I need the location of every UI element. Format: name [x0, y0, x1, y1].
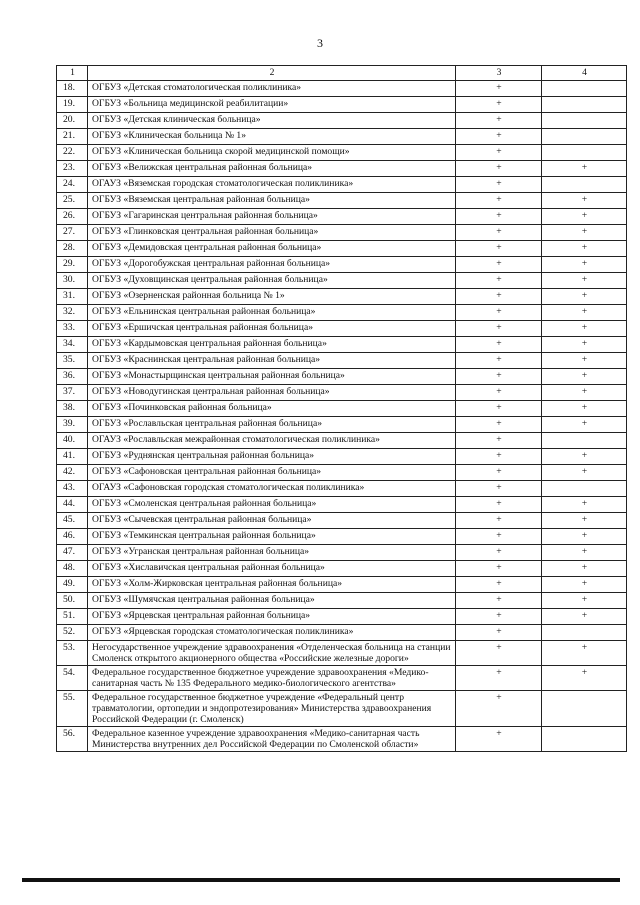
table-row [57, 321, 627, 337]
organization-name: ОГБУЗ «Руднянская центральная районная больница» [88, 449, 456, 465]
col3-mark: + [456, 145, 542, 161]
organization-name: ОГБУЗ «Велижская центральная районная больница» [88, 161, 456, 177]
table-row [57, 666, 627, 691]
col4-mark: + [542, 609, 627, 625]
organization-name: ОГБУЗ «Дорогобужская центральная районная больница» [88, 257, 456, 273]
organization-name: ОГБУЗ «Гагаринская центральная районная больница» [88, 209, 456, 225]
col4-mark: + [542, 257, 627, 273]
organization-name: ОГБУЗ «Ершичская центральная районная больница» [88, 321, 456, 337]
row-number: 18. [57, 81, 88, 97]
table-row [57, 545, 627, 561]
table-row [57, 369, 627, 385]
col4-mark: + [542, 161, 627, 177]
col4-mark: + [542, 641, 627, 666]
col4-mark: + [542, 545, 627, 561]
organization-name: ОГБУЗ «Демидовская центральная районная больница» [88, 241, 456, 257]
col4-mark: + [542, 353, 627, 369]
col3-mark: + [456, 321, 542, 337]
organization-name: ОГБУЗ «Рославльская центральная районная больница» [88, 417, 456, 433]
row-number: 35. [57, 353, 88, 369]
row-number: 53. [57, 641, 88, 666]
col3-mark: + [456, 433, 542, 449]
organization-name: Федеральное казенное учреждение здравоохранения «Медико-санитарная часть Министерства внутренних дел Российской Федерации по Смоленской области» [88, 727, 456, 752]
table-row [57, 225, 627, 241]
header-col-1: 1 [57, 66, 88, 81]
organization-name: ОГБУЗ «Детская стоматологическая поликлиника» [88, 81, 456, 97]
table-row [57, 497, 627, 513]
col3-mark: + [456, 641, 542, 666]
row-number: 25. [57, 193, 88, 209]
table-row [57, 465, 627, 481]
col4-mark [542, 81, 627, 97]
col3-mark: + [456, 385, 542, 401]
col4-mark: + [542, 513, 627, 529]
col3-mark: + [456, 513, 542, 529]
col4-mark: + [542, 273, 627, 289]
col4-mark: + [542, 289, 627, 305]
row-number: 27. [57, 225, 88, 241]
organization-name: ОГБУЗ «Озерненская районная больница № 1» [88, 289, 456, 305]
table-row [57, 129, 627, 145]
organization-name: ОГБУЗ «Больница медицинской реабилитации» [88, 97, 456, 113]
table-row [57, 257, 627, 273]
col4-mark: + [542, 577, 627, 593]
row-number: 21. [57, 129, 88, 145]
col3-mark: + [456, 666, 542, 691]
organization-name: ОГБУЗ «Краснинская центральная районная больница» [88, 353, 456, 369]
organization-name: ОГБУЗ «Детская клиническая больница» [88, 113, 456, 129]
col4-mark [542, 625, 627, 641]
organization-name: ОГБУЗ «Ярцевская центральная районная больница» [88, 609, 456, 625]
col4-mark [542, 691, 627, 727]
row-number: 24. [57, 177, 88, 193]
table-row [57, 401, 627, 417]
col3-mark: + [456, 609, 542, 625]
organization-name: ОГБУЗ «Монастырщинская центральная районная больница» [88, 369, 456, 385]
table-row [57, 97, 627, 113]
row-number: 46. [57, 529, 88, 545]
table-row [57, 145, 627, 161]
col4-mark: + [542, 385, 627, 401]
organization-name: Негосударственное учреждение здравоохранения «Отделенческая больница на станции Смоленск открытого акционерного общества «Российские железные дороги» [88, 641, 456, 666]
organization-name: ОГБУЗ «Холм-Жирковская центральная районная больница» [88, 577, 456, 593]
table-row [57, 529, 627, 545]
col3-mark: + [456, 81, 542, 97]
table-row [57, 209, 627, 225]
table-row [57, 113, 627, 129]
header-col-2: 2 [88, 66, 456, 81]
col3-mark: + [456, 241, 542, 257]
organization-name: ОГБУЗ «Глинковская центральная районная больница» [88, 225, 456, 241]
table-row [57, 273, 627, 289]
row-number: 30. [57, 273, 88, 289]
col3-mark: + [456, 417, 542, 433]
organization-name: Федеральное государственное бюджетное учреждение «Федеральный центр травматологии, ортопедии и эндопротезирования» Министерства здравоохранения Российской Федерации (г. Смоленск) [88, 691, 456, 727]
organization-name: ОГБУЗ «Клиническая больница скорой медицинской помощи» [88, 145, 456, 161]
col4-mark: + [542, 305, 627, 321]
table-row [57, 727, 627, 752]
col3-mark: + [456, 161, 542, 177]
row-number: 44. [57, 497, 88, 513]
table-row [57, 305, 627, 321]
row-number: 28. [57, 241, 88, 257]
table-row [57, 177, 627, 193]
header-col-3: 3 [456, 66, 542, 81]
bottom-rule [22, 878, 620, 882]
col3-mark: + [456, 177, 542, 193]
organization-name: ОГБУЗ «Сафоновская центральная районная больница» [88, 465, 456, 481]
organization-name: ОГБУЗ «Кардымовская центральная районная больница» [88, 337, 456, 353]
col4-mark: + [542, 449, 627, 465]
row-number: 50. [57, 593, 88, 609]
col3-mark: + [456, 369, 542, 385]
col4-mark: + [542, 417, 627, 433]
col3-mark: + [456, 497, 542, 513]
row-number: 38. [57, 401, 88, 417]
col3-mark: + [456, 481, 542, 497]
row-number: 23. [57, 161, 88, 177]
table-row [57, 577, 627, 593]
col4-mark: + [542, 337, 627, 353]
col4-mark: + [542, 497, 627, 513]
col3-mark: + [456, 593, 542, 609]
row-number: 29. [57, 257, 88, 273]
organization-name: ОГБУЗ «Вяземская центральная районная больница» [88, 193, 456, 209]
organization-name: ОГБУЗ «Угранская центральная районная больница» [88, 545, 456, 561]
col3-mark: + [456, 401, 542, 417]
row-number: 56. [57, 727, 88, 752]
organization-name: Федеральное государственное бюджетное учреждение здравоохранения «Медико-санитарная часть № 135 Федерального медико-биологического агентства» [88, 666, 456, 691]
col4-mark [542, 129, 627, 145]
col4-mark [542, 433, 627, 449]
col4-mark: + [542, 465, 627, 481]
row-number: 41. [57, 449, 88, 465]
col3-mark: + [456, 465, 542, 481]
col4-mark: + [542, 666, 627, 691]
col3-mark: + [456, 691, 542, 727]
row-number: 55. [57, 691, 88, 727]
col3-mark: + [456, 625, 542, 641]
col4-mark: + [542, 321, 627, 337]
row-number: 45. [57, 513, 88, 529]
col4-mark: + [542, 241, 627, 257]
row-number: 49. [57, 577, 88, 593]
organizations-table [56, 65, 627, 752]
col3-mark: + [456, 577, 542, 593]
table-row [57, 193, 627, 209]
col3-mark: + [456, 193, 542, 209]
row-number: 33. [57, 321, 88, 337]
organization-name: ОГБУЗ «Смоленская центральная районная больница» [88, 497, 456, 513]
page-number: 3 [317, 36, 323, 50]
table-row [57, 81, 627, 97]
col3-mark: + [456, 273, 542, 289]
row-number: 32. [57, 305, 88, 321]
col4-mark: + [542, 401, 627, 417]
row-number: 31. [57, 289, 88, 305]
col3-mark: + [456, 289, 542, 305]
organization-name: ОГБУЗ «Хиславичская центральная районная больница» [88, 561, 456, 577]
row-number: 37. [57, 385, 88, 401]
table-row [57, 481, 627, 497]
organization-name: ОГБУЗ «Починковская районная больница» [88, 401, 456, 417]
row-number: 39. [57, 417, 88, 433]
row-number: 20. [57, 113, 88, 129]
col3-mark: + [456, 545, 542, 561]
row-number: 40. [57, 433, 88, 449]
row-number: 54. [57, 666, 88, 691]
row-number: 22. [57, 145, 88, 161]
col3-mark: + [456, 257, 542, 273]
col4-mark [542, 481, 627, 497]
header-col-4: 4 [542, 66, 627, 81]
col4-mark [542, 145, 627, 161]
row-number: 51. [57, 609, 88, 625]
table-row [57, 161, 627, 177]
table-row [57, 513, 627, 529]
organization-name: ОГБУЗ «Духовщинская центральная районная больница» [88, 273, 456, 289]
row-number: 26. [57, 209, 88, 225]
col3-mark: + [456, 727, 542, 752]
col3-mark: + [456, 129, 542, 145]
organization-name: ОГБУЗ «Новодугинская центральная районная больница» [88, 385, 456, 401]
organization-name: ОГБУЗ «Клиническая больница № 1» [88, 129, 456, 145]
col3-mark: + [456, 353, 542, 369]
table-row [57, 417, 627, 433]
table-row [57, 353, 627, 369]
col4-mark: + [542, 369, 627, 385]
col3-mark: + [456, 337, 542, 353]
organization-name: ОГБУЗ «Ельнинская центральная районная больница» [88, 305, 456, 321]
table-row [57, 609, 627, 625]
table-row [57, 691, 627, 727]
col3-mark: + [456, 97, 542, 113]
table-row [57, 433, 627, 449]
row-number: 36. [57, 369, 88, 385]
organization-name: ОГБУЗ «Шумячская центральная районная больница» [88, 593, 456, 609]
organization-name: ОГБУЗ «Темкинская центральная районная больница» [88, 529, 456, 545]
col4-mark: + [542, 225, 627, 241]
col3-mark: + [456, 305, 542, 321]
table-row [57, 561, 627, 577]
table-row [57, 289, 627, 305]
organization-name: ОГАУЗ «Рославльская межрайонная стоматологическая поликлиника» [88, 433, 456, 449]
row-number: 47. [57, 545, 88, 561]
col3-mark: + [456, 113, 542, 129]
col4-mark: + [542, 593, 627, 609]
table-header-row [57, 66, 627, 81]
row-number: 34. [57, 337, 88, 353]
row-number: 19. [57, 97, 88, 113]
col4-mark [542, 727, 627, 752]
col4-mark: + [542, 561, 627, 577]
row-number: 43. [57, 481, 88, 497]
organization-name: ОГАУЗ «Сафоновская городская стоматологическая поликлиника» [88, 481, 456, 497]
organization-name: ОГБУЗ «Сычевская центральная районная больница» [88, 513, 456, 529]
col4-mark: + [542, 193, 627, 209]
col4-mark [542, 177, 627, 193]
col4-mark [542, 97, 627, 113]
organization-name: ОГАУЗ «Вяземская городская стоматологическая поликлиника» [88, 177, 456, 193]
table-row [57, 337, 627, 353]
table-row [57, 241, 627, 257]
col3-mark: + [456, 561, 542, 577]
col3-mark: + [456, 225, 542, 241]
col3-mark: + [456, 209, 542, 225]
col4-mark: + [542, 529, 627, 545]
row-number: 42. [57, 465, 88, 481]
table-row [57, 593, 627, 609]
col3-mark: + [456, 449, 542, 465]
row-number: 48. [57, 561, 88, 577]
table-row [57, 641, 627, 666]
table-row [57, 449, 627, 465]
table-row [57, 385, 627, 401]
col3-mark: + [456, 529, 542, 545]
organization-name: ОГБУЗ «Ярцевская городская стоматологическая поликлиника» [88, 625, 456, 641]
table-row [57, 625, 627, 641]
col4-mark [542, 113, 627, 129]
col4-mark: + [542, 209, 627, 225]
row-number: 52. [57, 625, 88, 641]
